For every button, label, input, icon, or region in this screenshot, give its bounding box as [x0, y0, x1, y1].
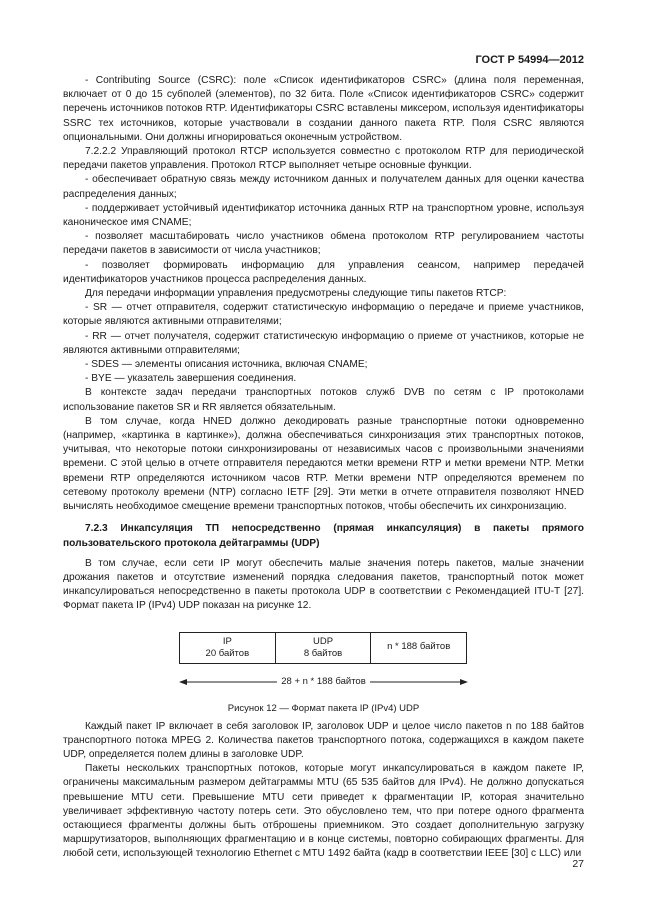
- section-heading: 7.2.3 Инкапсуляция ТП непосредственно (прямая инкапсуляция) в пакеты прямого пользовательского протокола дейтаграммы (UDP): [63, 523, 584, 549]
- list-item-scaling: - позволяет масштабировать число участников обмена протоколом RTP регулированием частоты передачи пакетов в зависимости от числа участников;: [63, 231, 584, 257]
- page-number: 27: [572, 858, 584, 870]
- payload-label: n * 188 байтов: [387, 640, 451, 652]
- list-item-rr: - RR — отчет получателя, содержит статистическую информацию о приеме от участников, которые не являются активными отправителями;: [63, 330, 584, 356]
- figure-ip-udp-packet: [63, 618, 584, 714]
- paragraph-rtcp-intro: 7.2.2.2 Управляющий протокол RTCP используется совместно с протоколом RTP для периодической передачи пакетов управления. Протокол RTCP выполняет четыре основные функции.: [63, 146, 584, 172]
- list-item-bye: - BYE — указатель завершения соединения.: [85, 373, 297, 385]
- list-item-session-control: - позволяет формировать информацию для управления сеансом, например передачей идентификаторов участников процесса распределения данных.: [63, 259, 584, 285]
- page-body: [63, 74, 584, 862]
- figure-caption: Рисунок 12 — Формат пакета IP (IPv4) UDP: [227, 702, 420, 714]
- paragraph-udp-encapsulation: В том случае, если сети IP могут обеспечить малые значения потерь пакетов, малые значении дрожания пакетов и отсутствие изменений порядка следования пакетов, транспортный поток может инкапсулироваться непосредственно в пакеты протокола UDP в соответствии с Рекомендацией ITU-T [27]. Формат пакета IP (IPv4) UDP показан на рисунке 12.: [63, 557, 584, 612]
- ip-size: 20 байтов: [205, 647, 250, 659]
- udp-size: 8 байтов: [303, 647, 343, 659]
- udp-header-cell: [276, 633, 372, 663]
- paragraph-csrc: - Contributing Source (CSRC): поле «Список идентификаторов CSRC» (длина поля переменная, включает от 0 до 15 субполей (элементов), по 32 бита. Поле «Список идентификаторов CSRC» содержит перечень источников потоков RTP. Идентификаторы CSRC вставлены миксером, используя идентификаторы SSRC тех источников, которые участвовали в создании данного пакета RTP. Поля CSRC являются опциональными. Они должны игнорироваться оконечным устройством.: [63, 75, 584, 143]
- payload-cell: [371, 633, 466, 663]
- ip-header-cell: [180, 633, 276, 663]
- paragraph-rtcp-types: Для передачи информации управления предусмотрены следующие типы пакетов RTCP:: [85, 288, 507, 300]
- paragraph-dvb-context: В контексте задач передачи транспортных потоков служб DVB по сетям с IP протоколами использование пакетов SR и RR является обязательным.: [63, 387, 584, 413]
- list-item-sdes: - SDES — элементы описания источника, включая CNAME;: [85, 359, 368, 371]
- document-header: ГОСТ Р 54994—2012: [475, 54, 584, 66]
- total-length-label: 28 + n * 188 байтов: [277, 676, 370, 687]
- paragraph-synchronization: В том случае, когда HNED должно декодировать разные транспортные потоки одновременно (например, «картинка в картинке»), должна обеспечиваться синхронизация этих транспортных потоков, учитывая, что некоторые потоки синхронизированы от независимых часов с произвольными значениями времени. С этой целью в отчете отправителя передаются метки времени RTP и метки времени NTP. Метки времени RTP определяются источником часов RTP. Метки времени NTP определяются временем по сетевому протоколу времени (NTP) согласно IETF [29]. Эти метки в отчете отправителя позволяют HNED вычислять необходимое смещение времени транспортных потоков, чтобы обеспечить их синхронизацию.: [63, 415, 584, 513]
- list-item-cname: - поддерживает устойчивый идентификатор источника данных RTP на транспортном уровне, используя каноническое имя CNAME;: [63, 202, 584, 229]
- udp-label: UDP: [312, 635, 334, 647]
- packet-format-box: [179, 632, 467, 664]
- ip-label: IP: [222, 635, 232, 647]
- list-item-sr: - SR — отчет отправителя, содержит статистическую информацию о передаче и приеме участников, которые являются активными отправителями;: [63, 302, 584, 328]
- paragraph-ip-packet: Каждый пакет IP включает в себя заголовок IP, заголовок UDP и целое число пакетов n по 188 байтов транспортного потока MPEG 2. Количества пакетов транспортного потока, содержащихся в каждом пакете UDP, определяется полем длины в заголовке UDP.: [63, 720, 584, 760]
- list-item-feedback: - обеспечивает обратную связь между источником данных и получателем данных для оценки качества распределения данных;: [63, 174, 584, 200]
- paragraph-mtu: Пакеты нескольких транспортных потоков, которые могут инкапсулироваться в каждом пакете IP, ограничены максимальным размером дейтаграммы MTU (65 535 байтов для IPv4). Не должно допускаться превышение MTU сети. Превышение MTU сети приведет к фрагментации IP, которая значительно увеличивает эффективную частоту потерь сети. Это обусловлено тем, что при потере одного фрагмента остающиеся фрагменты должны быть отброшены приемником. Это создает дополнительную загрузку маршрутизаторов, выполняющих фрагментацию и в конце системы, повторно собирающих фрагменты. Для любой сети, использующей технологию Ethernet с MTU 1492 байта (кадр в соответствии IEEE [30] с LLC) или: [63, 763, 584, 860]
